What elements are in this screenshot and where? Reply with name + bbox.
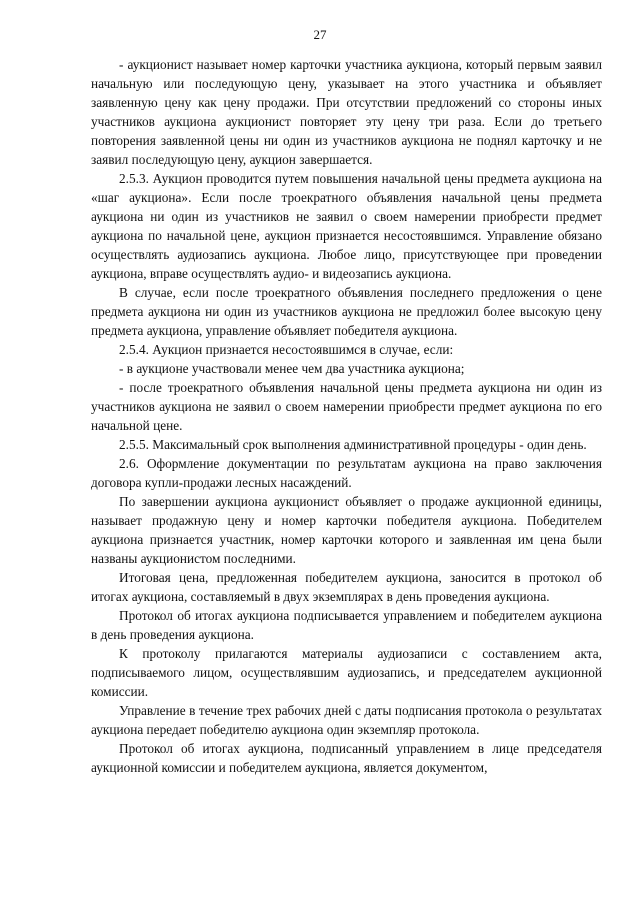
page-number: 27 — [313, 27, 327, 42]
document-body — [91, 55, 602, 777]
paragraph: - аукционист называет номер карточки участника аукциона, который первым заявил начальную или последующую цену, указывает на этого участника и объявляет заявленную цену как цену продажи. При отсутствии предложений со стороны иных участников аукциона аукционист повторяет эту цену три раза. Если до третьего повторения заявленной цены ни один из участников аукциона не поднял карточку и не заявил последующую цену, аукцион завершается. — [91, 57, 602, 167]
list-item: - в аукционе участвовали менее чем два участника аукциона; — [119, 361, 465, 376]
paragraph: К протоколу прилагаются материалы аудиозаписи с составлением акта, подписываемого лицом, осуществлявшим аудиозапись, и председателем аукционной комиссии. — [91, 646, 602, 699]
paragraph: Управление в течение трех рабочих дней с даты подписания протокола о результатах аукциона передает победителю аукциона один экземпляр протокола. — [91, 703, 602, 737]
list-item: - после троекратного объявления начальной цены предмета аукциона ни один из участников аукциона не заявил о своем намерении приобрести предмет аукциона по его начальной цене. — [91, 380, 602, 433]
paragraph: 2.5.5. Максимальный срок выполнения административной процедуры - один день. — [119, 437, 587, 452]
paragraph: 2.6. Оформление документации по результатам аукциона на право заключения договора купли-продажи лесных насаждений. — [91, 456, 602, 490]
paragraph: Протокол об итогах аукциона подписывается управлением и победителем аукциона в день проведения аукциона. — [91, 608, 602, 642]
paragraph: Итоговая цена, предложенная победителем аукциона, заносится в протокол об итогах аукциона, составляемый в двух экземплярах в день проведения аукциона. — [91, 570, 602, 604]
paragraph: Протокол об итогах аукциона, подписанный управлением в лице председателя аукционной комиссии и победителем аукциона, является документом, — [91, 741, 602, 775]
paragraph: В случае, если после троекратного объявления последнего предложения о цене предмета аукциона ни один из участников аукциона не предложил более высокую цену предмета аукциона, управление объявляет победителя аукциона. — [91, 285, 602, 338]
paragraph: По завершении аукциона аукционист объявляет о продаже аукционной единицы, называет продажную цену и номер карточки победителя аукциона. Победителем аукциона признается участник, номер карточки которого и заявленная им цена были названы аукционистом последними. — [91, 494, 602, 566]
paragraph: 2.5.4. Аукцион признается несостоявшимся в случае, если: — [119, 342, 454, 357]
paragraph: 2.5.3. Аукцион проводится путем повышения начальной цены предмета аукциона на «шаг аукциона». Если после троекратного объявления начальной цены предмета аукциона ни один из участников не заявил о своем намерении приобрести предмет аукциона по начальной цене, аукцион признается несостоявшимся. Управление обязано осуществлять аудиозапись аукциона. Любое лицо, присутствующее при проведении аукциона, вправе осуществлять аудио- и видеозапись аукциона. — [91, 171, 602, 281]
